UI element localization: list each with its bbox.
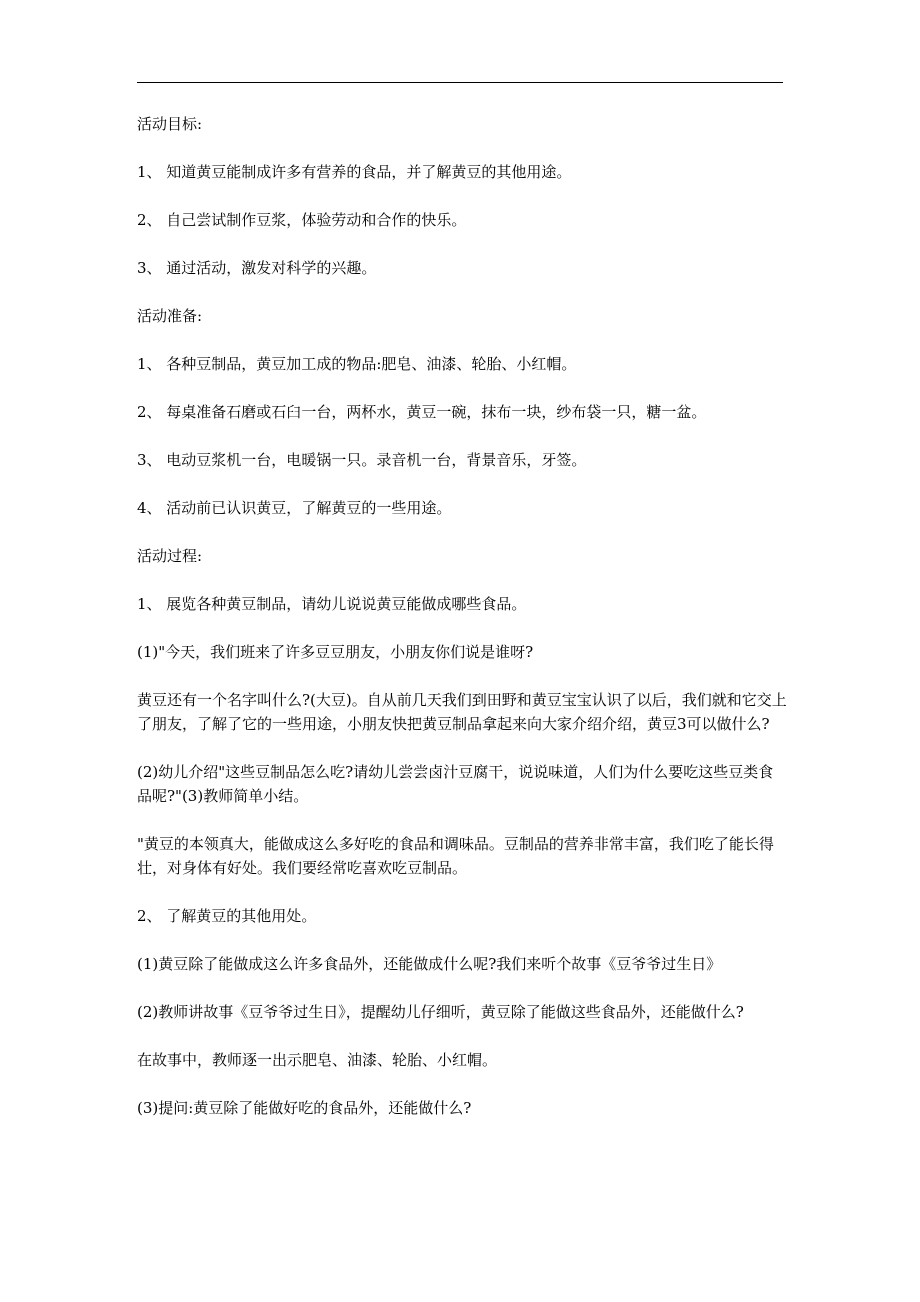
paragraph: 在故事中，教师逐一出示肥皂、油漆、轮胎、小红帽。 [137,1051,498,1069]
paragraph: 3、 通过活动，激发对科学的兴趣。 [137,259,377,277]
paragraph: "黄豆的本领真大，能做成这么多好吃的食品和调味品。豆制品的营养非常丰富，我们吃了能长得壮，对身体有好处。我们要经常吃喜欢吃豆制品。 [137,835,774,877]
paragraph: 1、 展览各种黄豆制品，请幼儿说说黄豆能做成哪些食品。 [137,595,527,613]
paragraph: 1、 知道黄豆能制成许多有营养的食品，并了解黄豆的其他用途。 [137,163,572,181]
section-heading: 活动过程: [137,547,203,565]
paragraph: 4、 活动前已认识黄豆，了解黄豆的一些用途。 [137,499,452,517]
section-heading: 活动目标: [137,115,203,133]
paragraph: (3)提问:黄豆除了能做好吃的食品外，还能做什么? [137,1099,472,1117]
paragraph: (2)幼儿介绍"这些豆制品怎么吃?请幼儿尝尝卤汁豆腐干，说说味道，人们为什么要吃这些豆类食品呢?"(3)教师简单小结。 [137,763,774,805]
section-heading: 活动准备: [137,307,203,325]
paragraph: 黄豆还有一个名字叫什么?(大豆)。自从前几天我们到田野和黄豆宝宝认识了以后，我们就和它交上了朋友，了解了它的一些用途，小朋友快把黄豆制品拿起来向大家介绍介绍，黄豆3可以做什么? [137,691,787,733]
paragraph: (1)黄豆除了能做成这么许多食品外，还能做成什么呢?我们来听个故事《豆爷爷过生日》 [137,955,722,973]
paragraph: (1)"今天，我们班来了许多豆豆朋友，小朋友你们说是谁呀? [137,643,534,661]
section-process [137,544,787,1120]
paragraph: (2)教师讲故事《豆爷爷过生日》，提醒幼儿仔细听，黄豆除了能做这些食品外，还能做什么? [137,1003,744,1021]
section-goals [137,112,787,280]
paragraph: 3、 电动豆浆机一台，电暖锅一只。录音机一台，背景音乐，牙签。 [137,451,587,469]
header-rule [137,82,783,83]
paragraph: 2、 自己尝试制作豆浆，体验劳动和合作的快乐。 [137,211,467,229]
paragraph: 2、 每桌准备石磨或石臼一台，两杯水，黄豆一碗，抹布一块，纱布袋一只，糖一盆。 [137,403,707,421]
paragraph: 2、 了解黄豆的其他用处。 [137,907,317,925]
document-body [137,112,787,1144]
section-preparation [137,304,787,520]
paragraph: 1、 各种豆制品，黄豆加工成的物品:肥皂、油漆、轮胎、小红帽。 [137,355,577,373]
